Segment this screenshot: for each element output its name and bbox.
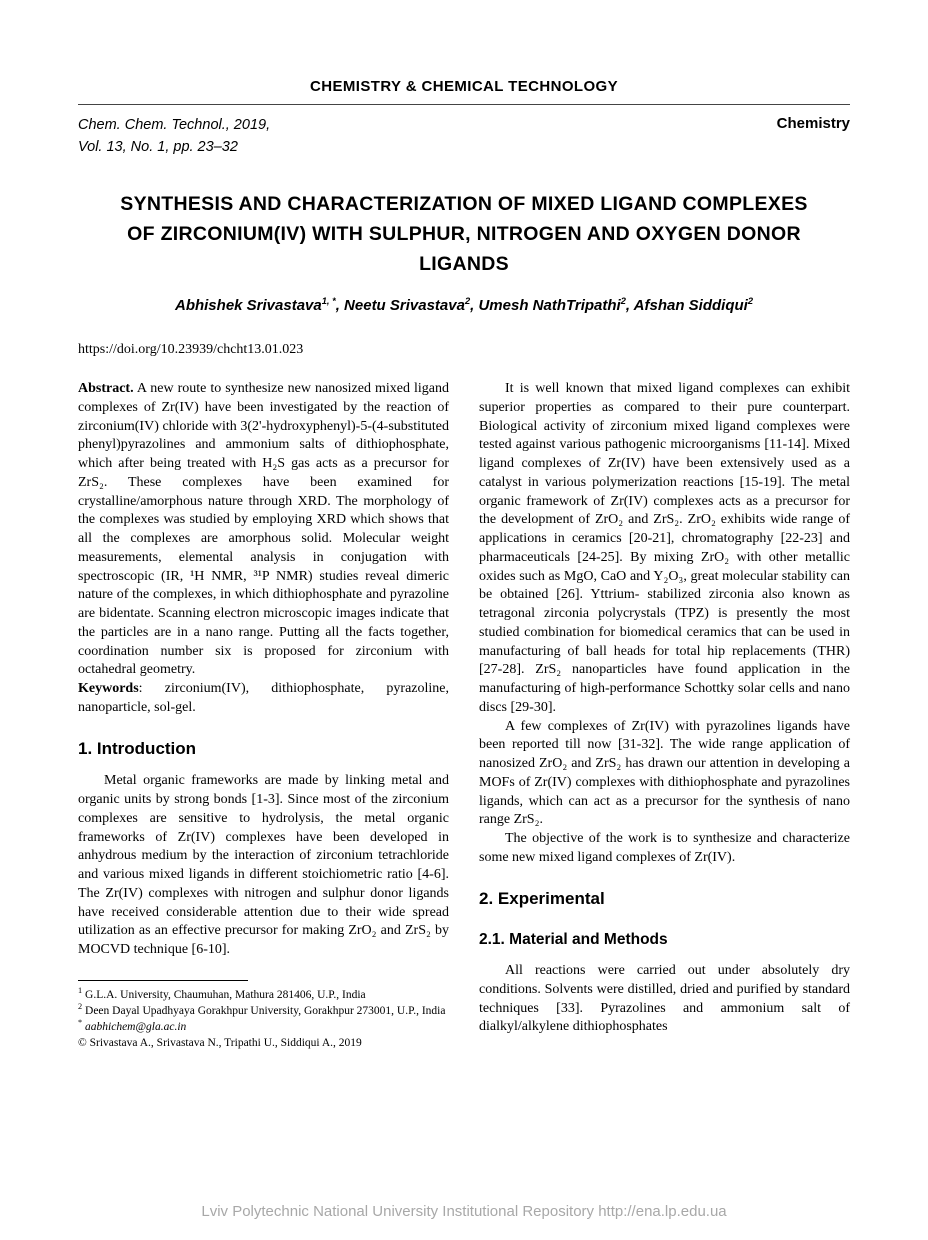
author-3: Umesh NathTripathi$^2$ [478, 296, 626, 315]
left-column [78, 380, 449, 1051]
citation-block [78, 115, 270, 159]
keywords-label: Keywords [78, 681, 139, 697]
keywords-text: : zirconium(IV), dithiophosphate, pyrazoline, nanoparticle, sol-gel. [78, 681, 449, 715]
author-separator: , [470, 297, 479, 315]
footnote-affiliation-2: $^2$ Deen Dayal Upadhyaya Gorakhpur University, Gorakhpur 273001, U.P., India [78, 1002, 446, 1018]
footnote-block [78, 960, 449, 1051]
footnote-email: * aabhichem@gla.ac.in [78, 1018, 187, 1034]
paper-title: SYNTHESIS AND CHARACTERIZATION OF MIXED LIGAND COMPLEXES OF ZIRCONIUM(IV) WITH SULPHUR, NITROGEN AND OXYGEN DONOR LIGANDS [120, 192, 808, 275]
author-separator: , [625, 297, 634, 315]
right-paragraph-3: The objective of the work is to synthesize and characterize some new mixed ligand complexes of Zr(IV). [479, 831, 850, 865]
citation-line-1: Chem. Chem. Technol., 2019, [78, 117, 271, 133]
author-1: Abhishek Srivastava$^{1, *}$ [174, 296, 336, 315]
introduction-paragraph: Metal organic frameworks are made by linking metal and organic units by strong bonds [1-3]. Since most of the zirconium complexes are sensitive to hydrolysis, the metal organic frameworks of Zr(IV) complexes have been developed in anhydrous medium by the interaction of zirconium tetrachloride and various mixed ligands in different stoichiometric ratio [4-6]. The Zr(IV) complexes with nitrogen and sulphur donor ligands have received considerable attention due to their wide spread utilization as an effective precursor for making ZrO₂ and ZrS₂ by MOCVD technique [6-10]. [78, 773, 449, 958]
author-1-affiliation-marker: 1, * [321, 296, 336, 307]
methods-paragraph: All reactions were carried out under absolutely dry conditions. Solvents were distilled, dried and purified by standard techniques [33]. Pyrazolines and ammonium salt of dialkyl/alkylene dithiophosphates [479, 963, 850, 1035]
right-paragraph-2: A few complexes of Zr(IV) with pyrazolines ligands have been reported till now [31-32]. The wide range application of nanosized ZrO₂ and ZrS₂ has drawn our attention in developing a MOFs of Zr(IV) complexes with dithiophosphate and pyrazolines ligands, which can act as a precursor for the synthesis of nano range ZrS₂. [479, 718, 850, 828]
authors-line [78, 297, 850, 314]
author-2: Neetu Srivastava$^2$ [344, 296, 471, 315]
author-3-affiliation-marker: 2 [620, 296, 626, 307]
footnotes [78, 987, 449, 1051]
section-label: Chemistry [776, 115, 850, 132]
methods-heading: 2.1. Material and Methods [479, 931, 668, 949]
journal-header: CHEMISTRY & CHEMICAL TECHNOLOGY [310, 78, 618, 95]
doi-link: https://doi.org/10.23939/chcht13.01.023 [78, 342, 304, 358]
author-4-affiliation-marker: 2 [747, 296, 754, 307]
keywords-paragraph [78, 680, 449, 718]
abstract-text: A new route to synthesize new nanosized mixed ligand complexes of Zr(IV) have been investigated by the reaction of zirconium(IV) chloride with 3(2'-hydroxyphenyl)-5-(4-substituted phenyl)pyrazolines and ammonium salts of dithiophosphate, which after being treated with H₂S gas acts as a precursor for ZrS₂. These complexes have been examined for crystalline/amorphous nature through XRD. The morphology of the complexes was studied by employing XRD which shows that all the complexes are amorphous solid. Molecular weight measurements, elemental analysis in conjugation with spectroscopic (IR, ¹H NMR, ³¹P NMR) studies reveal dimeric nature of the complexes, in which dithiophosphate and pyrazoline are bidentate. Scanning electron microscopic images indicate that the particles are in a nano range. Putting all the facts together, coordination number six is proposed for zirconium with octahedral geometry. [78, 381, 449, 678]
right-column [479, 380, 850, 1051]
experimental-heading: 2. Experimental [479, 888, 605, 908]
two-column-body [78, 380, 850, 1051]
author-2-affiliation-marker: 2 [464, 296, 471, 307]
footnote-rule [78, 980, 248, 981]
header-rule [78, 104, 850, 105]
author-separator: , [335, 297, 345, 315]
author-4: Afshan Siddiqui$^2$ [633, 296, 754, 315]
introduction-heading: 1. Introduction [78, 738, 197, 758]
citation-row [78, 115, 850, 159]
repository-footer: Lviv Polytechnic National University Institutional Repository http://ena.lp.edu.ua [201, 1203, 727, 1220]
footnote-copyright: © Srivastava A., Srivastava N., Tripathi U., Siddiqui A., 2019 [78, 1037, 362, 1050]
abstract-label: Abstract. [78, 381, 134, 397]
abstract-paragraph [78, 380, 449, 680]
footnote-affiliation-1: $^1$ G.L.A. University, Chaumuhan, Mathura 281406, U.P., India [78, 986, 366, 1001]
citation-line-2: Vol. 13, No. 1, pp. 23–32 [78, 138, 238, 155]
right-paragraph-1: It is well known that mixed ligand complexes can exhibit superior properties as compared to their pure counterpart. Biological activity of zirconium mixed ligand complexes were tested against various pathogenic microorganisms [11-14]. Mixed ligand complexes of Zr(IV) have been extensively used as a catalyst in various polymerization reactions [15-19]. The metal organic framework of Zr(IV) complexes acts as a precursor for the development of ZrO₂ and ZrS₂. ZrO₂ exhibits wide range of applications in ceramics [20-21], chromatography [22-23] and pharmaceuticals [24-25]. By mixing ZrO₂ with other metallic oxides such as MgO, CaO and Y₂O₃, great molecular stability can be obtained [26]. Yttrium- stabilized zirconia also known as tetragonal zirconia polycrystals (TPZ) is presently the most studied combination for biomedical ceramics that can be used in manufacturing of ball heads for total hip replacements (THR) [27-28]. ZrS₂ nanoparticles have found application in the manufacturing of high-performance Schottky solar cells and nano discs [29-30]. [479, 381, 850, 715]
